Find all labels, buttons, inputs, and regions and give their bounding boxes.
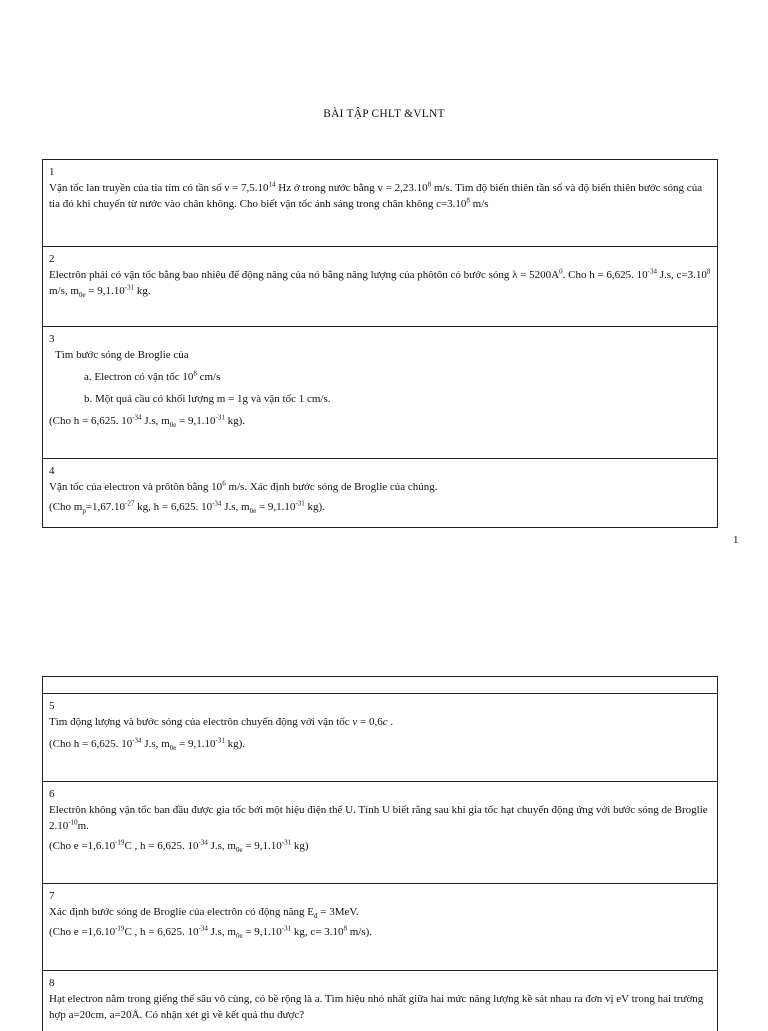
- exercise-text: Electrôn phải có vận tốc bằng bao nhiêu để động năng của nó bằng năng lượng của phôtôn có bước sóng $\lambda = 5200A^0$. Cho h = 6,625. $10^{-34}$ J.s, $c=3.10^8$ m/s, $m_{0e} = 9,1.10^{-31}$ kg.: [49, 267, 711, 300]
- exercise-7: [43, 884, 717, 971]
- exercise-5: [43, 694, 717, 782]
- exercise-number: 7: [49, 890, 55, 902]
- exercise-text: Tìm bước sóng de Broglie của: [55, 348, 189, 361]
- exercise-constants: (Cho $e =1,6.10^{-19}C$ , h = 6,625. $10^{-34}$ J.s, $m_{0e} = 9,1.10^{-31}$ kg): [49, 838, 309, 854]
- exercise-number: 1: [49, 166, 55, 178]
- exercise-6: [43, 782, 717, 884]
- page-number: 1: [733, 534, 739, 546]
- exercise-subitem-a: a. Electron có vận tốc $10^8$ cm/s: [84, 369, 221, 383]
- exercise-table-page2: [42, 676, 718, 1031]
- exercise-constants: (Cho $m_p=1,67.10^{-27}$ kg, h = 6,625. $10^{-34}$ J.s, $m_{0e} = 9,1.10^{-31}$ kg).: [49, 499, 325, 516]
- exercise-number: 4: [49, 465, 55, 477]
- exercise-number: 5: [49, 700, 55, 712]
- exercise-text: Hạt electron nằm trong giếng thế sâu vô cùng, có bề rộng là a. Tìm hiệu nhỏ nhất giữa hai mức năng lượng kề sát nhau ra đơn vị eV trong hai trường hợp a=20cm, a=20Å. Có nhận xét gì về kết quả thu được?: [49, 992, 704, 1021]
- exercise-number: 8: [49, 977, 55, 989]
- exercise-text: Vận tốc lan truyền của tia tím có tần số $\nu = 7,5.10^{14}$ Hz ở trong nước bằng $v = 2,23.10^8$ m/s. Tìm độ biến thiên tần số và độ biến thiên bước sóng của tia đó khi chuyển từ nước vào chân không. Cho biết vận tốc ánh sáng trong chân không $c=3.10^8$ m/s: [49, 180, 703, 210]
- exercise-constants: (Cho $e =1,6.10^{-19}C$ , h = 6,625. $10^{-34}$ J.s, $m_{0e} = 9,1.10^{-31}$ kg, $c= 3.10^8$ m/s).: [49, 924, 373, 941]
- exercise-number: 6: [49, 788, 55, 800]
- exercise-subitem-b: b. Một quả cầu có khối lượng m = 1g và vận tốc 1 cm/s.: [84, 392, 331, 405]
- exercise-2: [43, 247, 717, 327]
- exercise-text: Vận tốc của electron và prôtôn bằng $10^6$ m/s. Xác định bước sóng de Broglie của chúng.: [49, 479, 438, 493]
- exercise-8: [43, 971, 717, 1031]
- table-header-row: [43, 677, 717, 694]
- exercise-text: Xác định bước sóng de Broglie của electrôn có động năng $E_đ = 3MeV$.: [49, 905, 359, 921]
- exercise-number: 2: [49, 253, 55, 265]
- exercise-text: Electrôn không vận tốc ban đầu được gia tốc bởi một hiệu điện thế U. Tính U biết rằng sau khi gia tốc hạt chuyển động ứng với bước sóng de Broglie $2.10^{-10}m$.: [49, 803, 708, 832]
- exercise-number: 3: [49, 333, 55, 345]
- exercise-1: [43, 160, 717, 247]
- document-title: BÀI TẬP CHLT &VLNT: [323, 108, 445, 120]
- exercise-4: [43, 459, 717, 528]
- exercise-table-page1: [42, 159, 718, 528]
- exercise-3: [43, 327, 717, 459]
- exercise-text: Tìm động lượng và bước sóng của electrôn chuyển động với vận tốc v = 0,6c .: [49, 715, 394, 728]
- exercise-constants: (Cho h = 6,625. $10^{-34}$ J.s, $m_{0e} = 9,1.10^{-31}$ kg).: [49, 736, 246, 753]
- exercise-constants: (Cho h = 6,625. $10^{-34}$ J.s, $m_{0e} = 9,1.10^{-31}$ kg).: [49, 413, 246, 429]
